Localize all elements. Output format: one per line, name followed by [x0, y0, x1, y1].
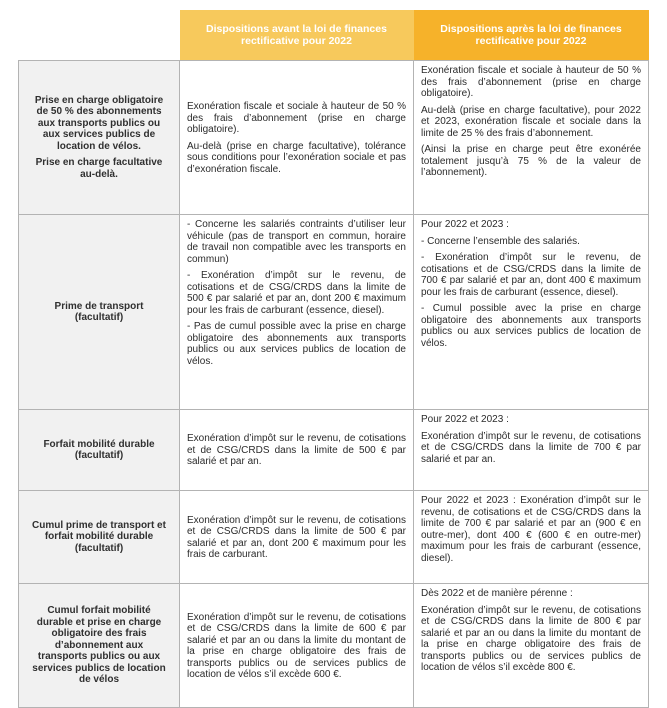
- table-row: [19, 61, 649, 215]
- before-cell: Exonération fiscale et sociale à hauteur de 50 % des frais d’abonnement (prise en charge obligatoire). Au-delà (prise en charge facultative), tolérance sous conditions pour l’exonération sociale et pas d’exonération fiscale.: [180, 61, 414, 215]
- row-label: Cumul prime de transport et forfait mobilité durable (facultatif): [19, 491, 180, 584]
- row-label: Cumul forfait mobilité durable et prise en charge obligatoire des frais d’abonnement aux transports publics ou aux services publics de location de vélos: [19, 584, 180, 708]
- row-label: Prime de transport (facultatif): [19, 215, 180, 410]
- table-row: [19, 215, 649, 410]
- after-cell: Exonération fiscale et sociale à hauteur de 50 % des frais d’abonnement (prise en charge obligatoire). Au-delà (prise en charge facultative), pour 2022 et 2023, exonération fiscale et sociale dans la limite de 25 % des frais d’abonnement. (Ainsi la prise en charge peut être exonérée totalement jusqu’à 75 % de la valeur de l’abonnement).: [414, 61, 649, 215]
- before-cell: Exonération d’impôt sur le revenu, de cotisations et de CSG/CRDS dans la limite de 600 € par salarié et par an ou dans la limite du montant de la prise en charge obligatoire des frais de transports publics ou de services publics de location de vélos s’il excède 600 €.: [180, 584, 414, 708]
- table-row: [19, 410, 649, 491]
- after-cell: Dès 2022 et de manière pérenne : Exonération d’impôt sur le revenu, de cotisations et de CSG/CRDS dans la limite de 800 € par salarié et par an ou dans la limite du montant de la prise en charge obligatoire des frais de transports publics ou de services publics de location de vélos s’il excède 800 €.: [414, 584, 649, 708]
- after-cell: Pour 2022 et 2023 : - Concerne l’ensemble des salariés. - Exonération d’impôt sur le revenu, de cotisations et de CSG/CRDS dans la limite de 700 € par salarié et par an, dont 400 € maximum pour les frais de carburant (essence, diesel). - Cumul possible avec la prise en charge obligatoire des abonnements aux transports publics ou aux services publics de location de vélos.: [414, 215, 649, 410]
- before-cell: - Concerne les salariés contraints d’utiliser leur véhicule (pas de transport en commun, horaire de travail non compatible avec les transports en commun) - Exonération d’impôt sur le revenu, de cotisations et de CSG/CRDS dans la limite de 500 € par salarié et par an, dont 200 € maximum pour les frais de carburant (essence, diesel). - Pas de cumul possible avec la prise en charge obligatoire des abonnements aux transports publics ou aux services publics de location de vélos.: [180, 215, 414, 410]
- row-label: Forfait mobilité durable (facultatif): [19, 410, 180, 491]
- row-label: Prise en charge obligatoire de 50 % des abonnements aux transports publics ou aux services publics de location de vélos. Prise en charge facultative au-delà.: [19, 61, 180, 215]
- header-empty-cell: [19, 10, 180, 61]
- header-after: Dispositions après la loi de finances rectificative pour 2022: [414, 10, 649, 61]
- header-row: [19, 10, 649, 61]
- after-cell: Pour 2022 et 2023 : Exonération d’impôt sur le revenu, de cotisations et de CSG/CRDS dans la limite de 700 € par salarié et par an.: [414, 410, 649, 491]
- header-before: Dispositions avant la loi de finances rectificative pour 2022: [180, 10, 414, 61]
- before-cell: Exonération d’impôt sur le revenu, de cotisations et de CSG/CRDS dans la limite de 500 € par salarié et par an, dont 200 € maximum pour les frais de carburant.: [180, 491, 414, 584]
- table-row: [19, 491, 649, 584]
- before-cell: Exonération d’impôt sur le revenu, de cotisations et de CSG/CRDS dans la limite de 500 € par salarié et par an.: [180, 410, 414, 491]
- comparison-table: [18, 10, 649, 708]
- table-row: [19, 584, 649, 708]
- after-cell: Pour 2022 et 2023 : Exonération d’impôt sur le revenu, de cotisations et de CSG/CRDS dans la limite de 700 € par salarié et par an (900 € en outre-mer), dont 400 € (600 € en outre-mer) maximum pour les frais de carburant (essence, diesel).: [414, 491, 649, 584]
